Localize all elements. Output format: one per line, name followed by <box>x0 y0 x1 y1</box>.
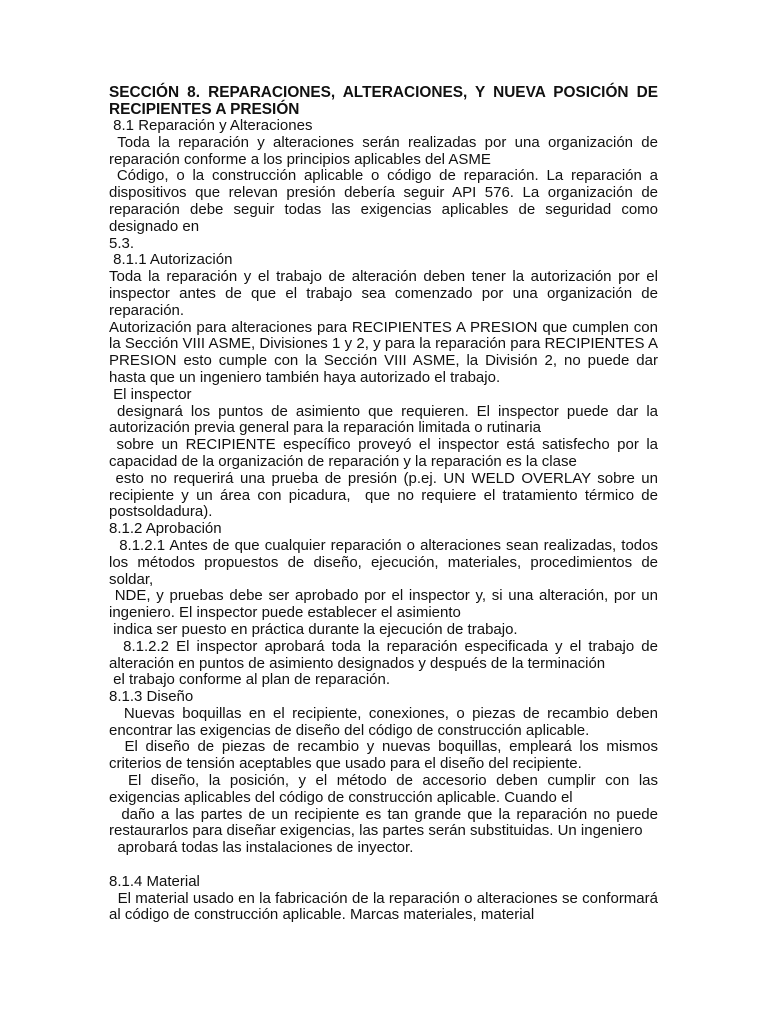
blank-line <box>109 857 658 874</box>
paragraph: designará los puntos de asimiento que requieren. El inspector puede dar la autorización previa general para la reparación limitada o rutinaria <box>109 402 663 437</box>
paragraph: Toda la reparación y alteraciones serán realizadas por una organización de reparación conforme a los principios aplicables del ASME <box>109 133 663 168</box>
document-page <box>109 84 663 924</box>
paragraph: El inspector <box>109 385 192 403</box>
paragraph: daño a las partes de un recipiente es tan grande que la reparación no puede restaurarlos para diseñar exigencias, las partes serán substituidas. Un ingeniero <box>109 805 663 840</box>
subsection-heading-8-1: 8.1 Reparación y Alteraciones <box>109 117 313 134</box>
subsection-heading-8-1-4: 8.1.4 Material <box>109 872 200 890</box>
paragraph: 8.1.2.2 El inspector aprobará toda la reparación especificada y el trabajo de alteración en puntos de asimiento designados y después de la terminación <box>109 637 663 672</box>
paragraph: esto no requerirá una prueba de presión (p.ej. UN WELD OVERLAY sobre un recipiente y un área con picadura, que no requiere el tratamiento térmico de postsoldadura). <box>109 469 663 521</box>
paragraph: sobre un RECIPIENTE específico proveyó el inspector está satisfecho por la capacidad de la organización de reparación y la reparación es la clase <box>109 436 663 470</box>
paragraph: Nuevas boquillas en el recipiente, conexiones, o piezas de recambio deben encontrar las exigencias de diseño del código de construcción aplicable. <box>109 704 663 739</box>
subsection-heading-8-1-1: 8.1.1 Autorización <box>109 251 233 269</box>
paragraph: Código, o la construcción aplicable o código de reparación. La reparación a dispositivos que relevan presión debería seguir API 576. La organización de reparación debe seguir todas las exigencias aplicables de seguridad como designado en <box>109 167 663 235</box>
paragraph: El material usado en la fabricación de la reparación o alteraciones se conformará al código de construcción aplicable. Marcas materiales, material <box>109 889 663 924</box>
paragraph: Autorización para alteraciones para RECIPIENTES A PRESION que cumplen con la Sección VIII ASME, Divisiones 1 y 2, y para la reparación para RECIPIENTES A PRESION esto cumple con la Sección VIII ASME, la División 2, no puede dar hasta que un ingeniero también haya autorizado el trabajo. <box>109 318 663 386</box>
paragraph: aprobará todas las instalaciones de inyector. <box>109 839 414 857</box>
paragraph: El diseño de piezas de recambio y nuevas boquillas, empleará los mismos criterios de tensión aceptables que usado para el diseño del recipiente. <box>109 738 663 773</box>
subsection-heading-8-1-2: 8.1.2 Aprobación <box>109 520 222 538</box>
subsection-heading-8-1-3: 8.1.3 Diseño <box>109 688 194 706</box>
paragraph: El diseño, la posición, y el método de accesorio deben cumplir con las exigencias aplicables del código de construcción aplicable. Cuando el <box>109 772 663 806</box>
paragraph: 5.3. <box>109 234 135 252</box>
paragraph: Toda la reparación y el trabajo de alteración deben tener la autorización por el inspector antes de que el trabajo sea comenzado por una organización de reparación. <box>109 268 663 319</box>
section-title: SECCIÓN 8. REPARACIONES, ALTERACIONES, Y NUEVA POSICIÓN DE RECIPIENTES A PRESIÓN <box>109 84 663 118</box>
paragraph: NDE, y pruebas debe ser aprobado por el inspector y, si una alteración, por un ingeniero. El inspector puede establecer el asimiento <box>109 587 663 622</box>
paragraph: 8.1.2.1 Antes de que cualquier reparación o alteraciones sean realizadas, todos los métodos propuestos de diseño, ejecución, materiales, procedimientos de soldar, <box>109 536 663 588</box>
paragraph: indica ser puesto en práctica durante la ejecución de trabajo. <box>109 620 518 638</box>
paragraph: el trabajo conforme al plan de reparación. <box>109 671 391 689</box>
